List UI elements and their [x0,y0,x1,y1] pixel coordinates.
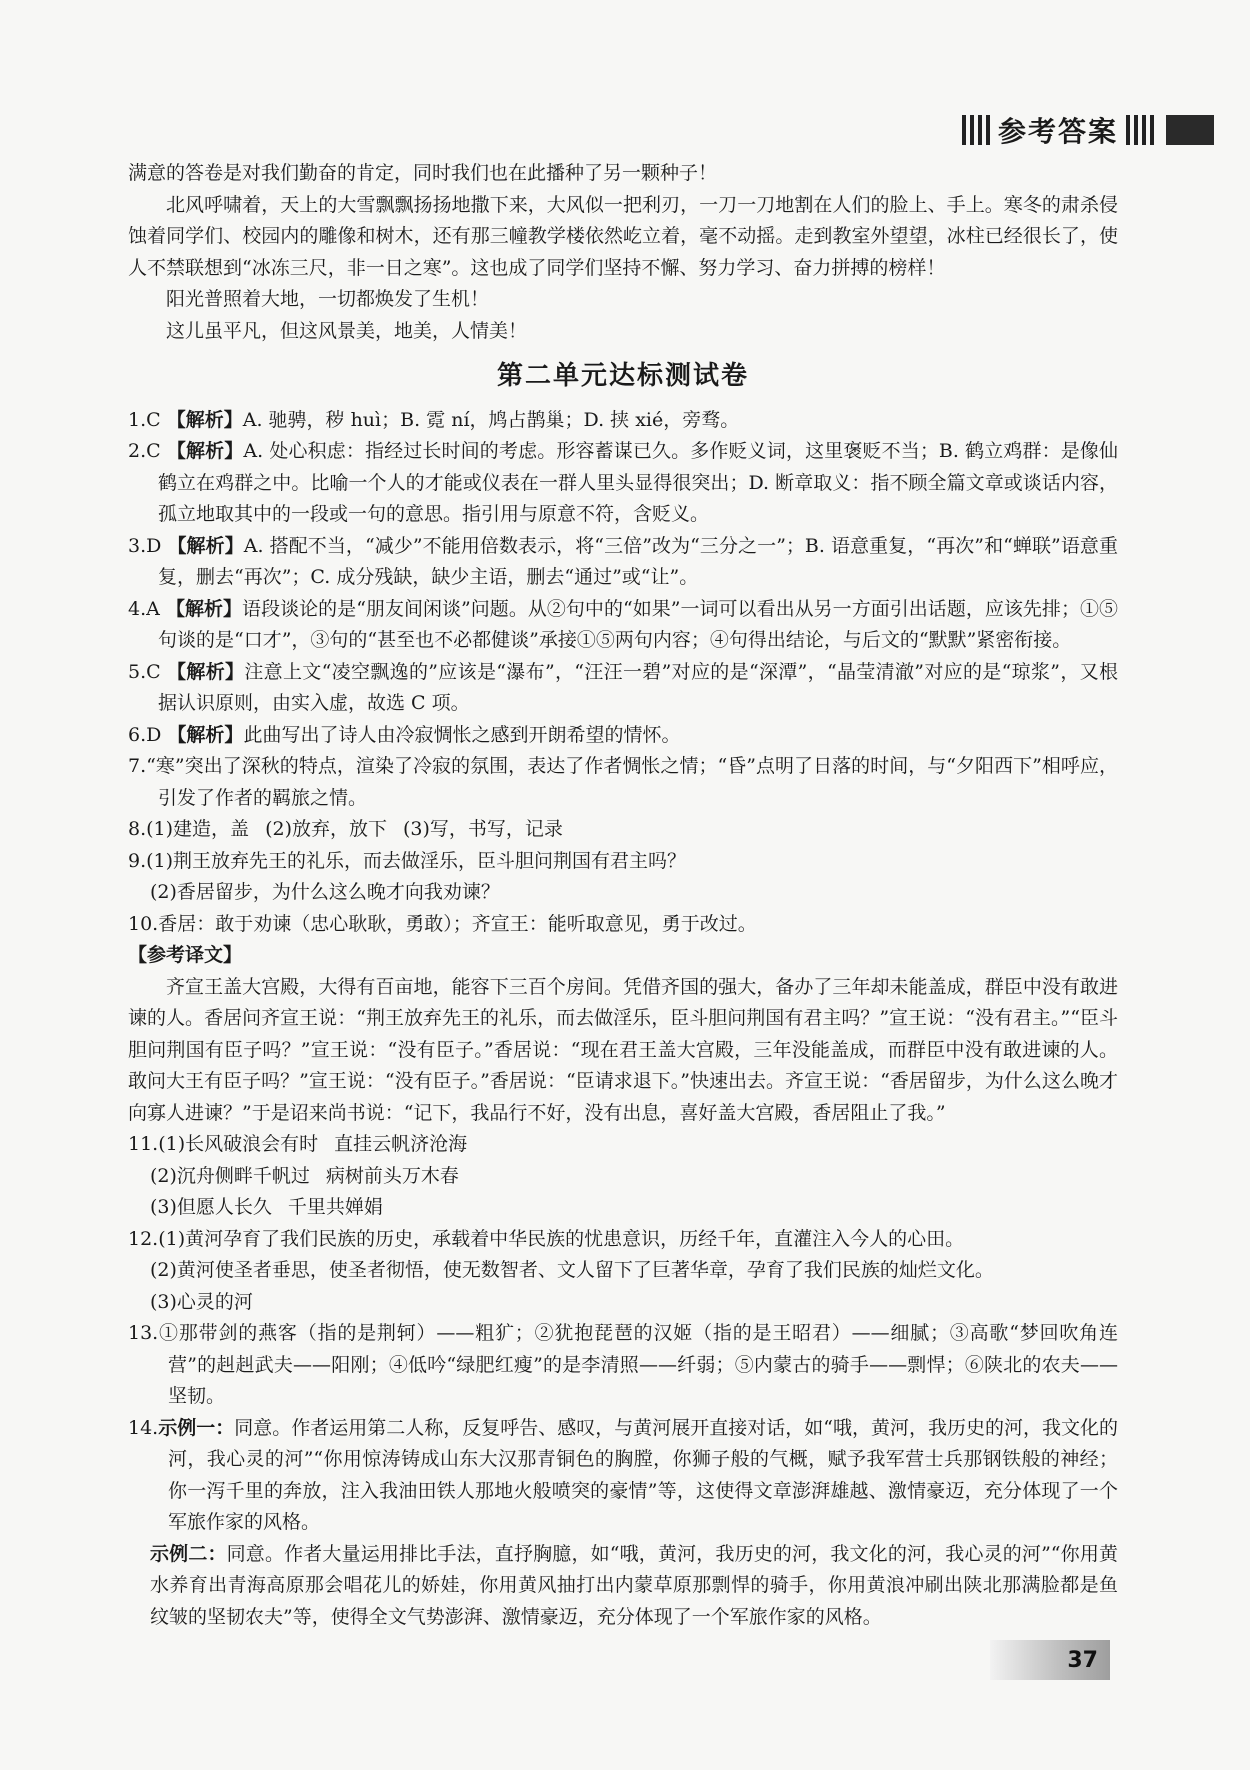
answer-6: 6.D 【解析】此曲写出了诗人由冷寂惆怅之感到开朗希望的情怀。 [128,723,681,746]
intro-paragraph-3: 阳光普照着大地，一切都焕发了生机！ [166,288,490,310]
page-number: 37 [990,1640,1110,1680]
header-label: 参考答案 [997,115,1118,148]
decorative-block [1166,115,1214,145]
intro-paragraph-1: 满意的答卷是对我们勤奋的肯定，同时我们也在此播种了另一颗种子！ [128,162,718,184]
answer-13: 13.①那带剑的燕客（指的是荆轲）——粗犷；②犹抱琵琶的汉姬（指的是王昭君）——细腻；③高歌“梦回吹角连营”的赳赳武夫——阳刚；④低吟“绿肥红瘦”的是李清照——纤弱；⑤内蒙古的骑手——剽悍；⑥陕北的农夫——坚韧。 [128,1322,1118,1407]
answer-1: 1.C 【解析】A. 驰骋，秽 huì；B. 霓 ní，鸠占鹊巢；D. 挟 xié，旁骛。 [128,408,740,431]
answer-7: 7.“寒”突出了深秋的特点，渲染了冷寂的氛围，表达了作者惆怅之情；“昏”点明了日落的时间，与“夕阳西下”相呼应，引发了作者的羁旅之情。 [128,755,1118,809]
answer-12-part-2: (2)黄河使圣者垂思，使圣者彻悟，使无数智者、文人留下了巨著华章，孕育了我们民族的灿烂文化。 [150,1259,994,1281]
section-header-tag [962,110,1214,150]
translation-heading: 【参考译文】 [128,944,243,966]
answer-11: 11.(1)长风破浪会有时 直挂云帆济沧海 [128,1133,468,1155]
intro-paragraph-4: 这儿虽平凡，但这风景美，地美，人情美！ [166,319,528,342]
answer-2: 2.C 【解析】A. 处心积虑：指经过长时间的考虑。形容蓄谋已久。多作贬义词，这里褒贬不当；B. 鹤立鸡群：是像仙鹤立在鸡群之中。比喻一个人的才能或仪表在一群人里头显得很突出；D. 断章取义：指不顾全篇文章或谈话内容，孤立地取其中的一段或一句的意思。指引用与原意不符，含贬义。 [128,440,1118,525]
section-title: 第二单元达标测试卷 [496,361,749,391]
translation-text: 齐宣王盖大宫殿，大得有百亩地，能容下三百个房间。凭借齐国的强大，备办了三年却未能盖成，群臣中没有敢进谏的人。香居问齐宣王说：“荆王放弃先王的礼乐，而去做淫乐，臣斗胆问荆国有君主吗？”宣王说：“没有君主。”“臣斗胆问荆国有臣子吗？”宣王说：“没有臣子。”香居说：“现在君王盖大宫殿，三年没能盖成，而群臣中没有敢进谏的人。敢问大王有臣子吗？”宣王说：“没有臣子。”香居说：“臣请求退下。”快速出去。齐宣王说：“香居留步，为什么这么晚才向寡人进谏？”于是诏来尚书说：“记下，我品行不好，没有出息，喜好盖大宫殿，香居阻止了我。” [128,975,1118,1124]
answer-3: 3.D 【解析】A. 搭配不当，“减少”不能用倍数表示，将“三倍”改为“三分之一”；B. 语意重复，“再次”和“蝉联”语意重复，删去“再次”；C. 成分残缺，缺少主语，删去“通过”或“让”。 [128,534,1118,588]
page-content [128,158,1118,1633]
answer-9-part-2: (2)香居留步，为什么这么晚才向我劝谏？ [150,881,500,903]
decorative-bars-right [1126,115,1154,145]
answer-8: 8.(1)建造，盖 (2)放弃，放下 (3)写，书写，记录 [128,818,563,840]
answer-4: 4.A 【解析】语段谈论的是“朋友间闲谈”问题。从②句中的“如果”一词可以看出从另一方面引出话题，应该先排；①⑤句谈的是“口才”，③句的“甚至也不必都健谈”承接①⑤两句内容；④句得出结论，与后文的“默默”紧密衔接。 [128,597,1119,651]
intro-paragraph-2: 北风呼啸着，天上的大雪飘飘扬扬地撒下来，大风似一把利刃，一刀一刀地割在人们的脸上、手上。寒冬的肃杀侵蚀着同学们、校园内的雕像和树木，还有那三幢教学楼依然屹立着，毫不动摇。走到教室外望望，冰柱已经很长了，使人不禁联想到“冰冻三尺，非一日之寒”。这也成了同学们坚持不懈、努力学习、奋力拼搏的榜样！ [128,193,1118,279]
answer-9: 9.(1)荆王放弃先王的礼乐，而去做淫乐，臣斗胆问荆国有君主吗？ [128,849,687,872]
answer-14-example-2: 示例二：同意。作者大量运用排比手法，直抒胸臆，如“哦，黄河，我历史的河，我文化的河，我心灵的河”“你用黄水养育出青海高原那会唱花儿的娇娃，你用黄风抽打出内蒙草原那剽悍的骑手，你用黄浪冲刷出陕北那满脸都是鱼纹皱的坚韧农夫”等，使得全文气势澎湃、激情豪迈，充分体现了一个军旅作家的风格。 [150,1542,1118,1628]
answer-12: 12.(1)黄河孕育了我们民族的历史，承载着中华民族的忧患意识，历经千年，直灌注入今人的心田。 [128,1227,965,1250]
answer-12-part-3: (3)心灵的河 [150,1290,253,1313]
answer-14-example-1: 14.示例一：同意。作者运用第二人称，反复呼告、感叹，与黄河展开直接对话，如“哦，黄河，我历史的河，我文化的河，我心灵的河”“你用惊涛铸成山东大汉那青铜色的胸膛，你狮子般的气概，赋予我军营士兵那钢铁般的神经；你一泻千里的奔放，注入我油田铁人那地火般喷突的豪情”等，这使得文章澎湃雄越、激情豪迈，充分体现了一个军旅作家的风格。 [128,1416,1118,1533]
answer-10: 10.香居：敢于劝谏（忠心耿耿，勇敢）；齐宣王：能听取意见，勇于改过。 [128,912,757,935]
decorative-bars-left [962,115,990,145]
answer-5: 5.C 【解析】注意上文“凌空飘逸的”应该是“瀑布”，“汪汪一碧”对应的是“深潭”，“晶莹清澈”对应的是“琼浆”，又根据认识原则，由实入虚，故选 C 项。 [128,660,1118,714]
answer-11-part-2: (2)沉舟侧畔千帆过 病树前头万木春 [150,1164,459,1187]
answer-11-part-3: (3)但愿人长久 千里共婵娟 [150,1196,383,1218]
